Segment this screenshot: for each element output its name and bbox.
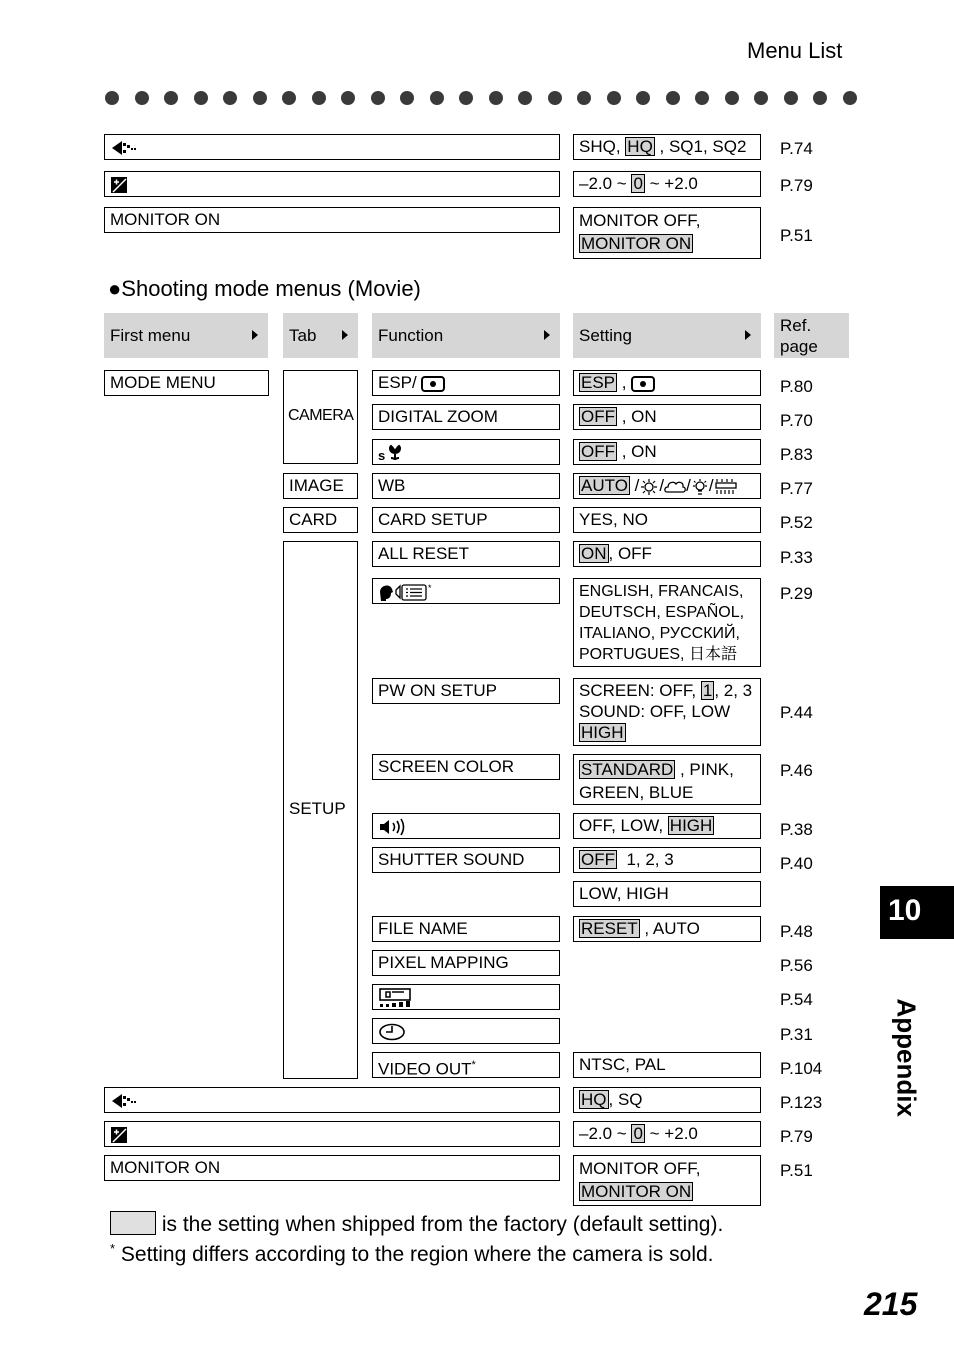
rule-dot bbox=[430, 91, 444, 105]
setting-shutter-sound-volume: LOW, HIGH bbox=[573, 881, 761, 907]
function-monitor-brightness bbox=[372, 984, 560, 1010]
rule-dot bbox=[459, 91, 473, 105]
setting-text: –2.0 ~ bbox=[579, 1124, 632, 1143]
setting-text: / bbox=[629, 476, 640, 495]
ref-page: P.77 bbox=[780, 479, 813, 498]
default-value: MONITOR ON bbox=[581, 1182, 692, 1201]
ref-page: P.104 bbox=[780, 1059, 823, 1078]
ref-page: P.48 bbox=[780, 922, 813, 941]
region-note bbox=[110, 1241, 714, 1267]
setting-all-reset bbox=[573, 541, 761, 567]
svg-text:*: * bbox=[428, 582, 432, 593]
rule-dot bbox=[371, 91, 385, 105]
quality-icon bbox=[110, 1092, 138, 1110]
exposure-compensation-icon bbox=[110, 1126, 128, 1144]
exposure-setting bbox=[573, 1121, 761, 1147]
setting-text: , OFF bbox=[608, 544, 652, 563]
function-pw-on-setup: PW ON SETUP bbox=[372, 678, 560, 704]
rule-dot bbox=[253, 91, 267, 105]
function-volume bbox=[372, 813, 560, 839]
default-swatch bbox=[110, 1211, 156, 1235]
default-value: RESET bbox=[581, 919, 638, 938]
chapter-tab bbox=[880, 886, 954, 939]
setting-text: MONITOR OFF, bbox=[579, 1159, 701, 1178]
function-shutter-sound: SHUTTER SOUND bbox=[372, 847, 560, 873]
rule-dot bbox=[400, 91, 414, 105]
default-value: AUTO bbox=[581, 476, 628, 495]
monitor-setting bbox=[573, 207, 761, 259]
setting-text: SHQ, bbox=[579, 137, 626, 156]
fluorescent-icon bbox=[714, 478, 738, 496]
clock-icon bbox=[378, 1023, 408, 1041]
ref-page: P.56 bbox=[780, 956, 813, 975]
setting-text: , 2, 3 bbox=[714, 681, 753, 700]
rule-dot bbox=[607, 91, 621, 105]
ref-page: P.46 bbox=[780, 761, 813, 780]
setting-file-name bbox=[573, 916, 761, 942]
ref-page: P.70 bbox=[780, 411, 813, 430]
tab-image: IMAGE bbox=[283, 473, 358, 499]
ref-page: P.79 bbox=[780, 1127, 813, 1146]
quality-setting bbox=[573, 1087, 761, 1113]
header-tab bbox=[283, 313, 358, 358]
function-label: VIDEO OUT bbox=[378, 1059, 472, 1078]
rule-dot bbox=[784, 91, 798, 105]
setting-text: , AUTO bbox=[639, 919, 700, 938]
default-value: OFF bbox=[581, 850, 615, 869]
rule-dot bbox=[312, 91, 326, 105]
quality-setting bbox=[573, 134, 761, 160]
header-label: Setting bbox=[579, 326, 632, 345]
ref-page: P.79 bbox=[780, 176, 813, 195]
setting-text: , ON bbox=[617, 407, 657, 426]
triangle-right-icon bbox=[745, 330, 751, 340]
chapter-number: 10 bbox=[888, 894, 922, 927]
setting-text: –2.0 ~ bbox=[579, 174, 632, 193]
ref-page: P.83 bbox=[780, 445, 813, 464]
header-setting bbox=[573, 313, 761, 358]
rule-dot bbox=[194, 91, 208, 105]
tungsten-icon bbox=[691, 478, 709, 496]
monitor-brightness-icon bbox=[378, 988, 412, 1008]
appendix-label: Appendix bbox=[891, 998, 922, 1117]
setting-esp bbox=[573, 370, 761, 396]
ref-page: P.80 bbox=[780, 377, 813, 396]
setting-text: , SQ1, SQ2 bbox=[654, 137, 747, 156]
function-video-out bbox=[372, 1052, 560, 1078]
rule-dot bbox=[518, 91, 532, 105]
triangle-right-icon bbox=[342, 330, 348, 340]
note-text: is the setting when shipped from the factory (default setting). bbox=[156, 1213, 724, 1236]
function-file-name: FILE NAME bbox=[372, 916, 560, 942]
default-value: HQ bbox=[581, 1090, 607, 1109]
tab-setup bbox=[283, 541, 358, 1079]
language-icon bbox=[378, 582, 434, 602]
setting-text: , ON bbox=[617, 442, 657, 461]
tab-card: CARD bbox=[283, 507, 358, 533]
function-card-setup: CARD SETUP bbox=[372, 507, 560, 533]
page-header-title: Menu List bbox=[747, 38, 843, 63]
setting-text: OFF, LOW, bbox=[579, 816, 668, 835]
rule-dot bbox=[813, 91, 827, 105]
function-language bbox=[372, 578, 560, 604]
header-label: page bbox=[780, 337, 818, 356]
rule-dot bbox=[223, 91, 237, 105]
exposure-function bbox=[104, 1121, 560, 1147]
rule-dot bbox=[636, 91, 650, 105]
section-title bbox=[108, 276, 421, 302]
setting-text: 1, 2, 3 bbox=[617, 850, 674, 869]
setting-language bbox=[573, 578, 761, 667]
spot-metering-icon bbox=[421, 376, 445, 392]
ref-page: P.29 bbox=[780, 584, 813, 603]
ref-page: P.40 bbox=[780, 854, 813, 873]
setting-text: SOUND: OFF, LOW bbox=[579, 702, 731, 721]
rule-dot bbox=[489, 91, 503, 105]
volume-icon bbox=[378, 818, 408, 836]
setting-screen-color bbox=[573, 754, 761, 805]
cloudy-icon bbox=[664, 478, 686, 496]
ref-page: P.31 bbox=[780, 1025, 813, 1044]
rule-dot bbox=[164, 91, 178, 105]
ref-page: P.54 bbox=[780, 990, 813, 1009]
triangle-right-icon bbox=[252, 330, 258, 340]
monitor-function: MONITOR ON bbox=[104, 1155, 560, 1181]
default-value: HIGH bbox=[669, 816, 713, 835]
asterisk-mark: * bbox=[110, 1241, 116, 1256]
default-value: 0 bbox=[633, 174, 643, 193]
asterisk-mark: * bbox=[471, 1059, 476, 1071]
setting-text: GREEN, BLUE bbox=[579, 783, 694, 802]
function-esp bbox=[372, 370, 560, 396]
rule-dot bbox=[666, 91, 680, 105]
default-value: ESP bbox=[581, 373, 616, 392]
page-number: 215 bbox=[864, 1286, 918, 1322]
exposure-function bbox=[104, 171, 560, 197]
quality-function bbox=[104, 1087, 560, 1113]
default-value: HQ bbox=[627, 137, 653, 156]
ref-page: P.74 bbox=[780, 139, 813, 158]
setting-text: ENGLISH, FRANCAIS, bbox=[579, 583, 744, 600]
default-setting-note bbox=[110, 1211, 723, 1237]
setting-line bbox=[579, 680, 755, 701]
svg-text:s: s bbox=[378, 447, 386, 462]
ref-page: P.51 bbox=[780, 226, 813, 245]
rule-dot bbox=[135, 91, 149, 105]
ref-page: P.51 bbox=[780, 1161, 813, 1180]
header-label: Ref. bbox=[780, 316, 812, 335]
setting-text: , bbox=[617, 373, 627, 392]
rule-dot bbox=[282, 91, 296, 105]
header-first-menu bbox=[104, 313, 268, 358]
setting-volume bbox=[573, 813, 761, 839]
setting-super-macro bbox=[573, 439, 761, 465]
setting-text: MONITOR OFF, bbox=[579, 211, 701, 230]
rule-dot bbox=[577, 91, 591, 105]
rule-dot bbox=[341, 91, 355, 105]
super-macro-icon bbox=[378, 444, 406, 462]
quality-function bbox=[104, 134, 560, 160]
sunny-icon bbox=[639, 478, 659, 496]
function-all-reset: ALL RESET bbox=[372, 541, 560, 567]
setting-text: , SQ bbox=[608, 1090, 643, 1109]
rule-dot bbox=[695, 91, 709, 105]
tab-camera bbox=[283, 370, 358, 464]
rule-dot bbox=[843, 91, 857, 105]
ref-page: P.44 bbox=[780, 703, 813, 722]
first-menu-mode-menu: MODE MENU bbox=[104, 370, 269, 396]
setting-line bbox=[579, 758, 755, 781]
ref-page: P.33 bbox=[780, 548, 813, 567]
header-function bbox=[372, 313, 560, 358]
setting-wb: AUTO / / / / bbox=[573, 473, 761, 499]
default-value: MONITOR ON bbox=[581, 234, 692, 253]
function-label: ESP/ bbox=[378, 373, 417, 392]
setting-text: SCREEN: OFF, bbox=[579, 681, 701, 700]
setting-shutter-sound bbox=[573, 847, 761, 873]
setting-digital-zoom bbox=[573, 404, 761, 430]
section-title-text: Shooting mode menus (Movie) bbox=[121, 276, 421, 301]
header-label: Tab bbox=[289, 326, 317, 345]
triangle-right-icon bbox=[544, 330, 550, 340]
rule-dot bbox=[725, 91, 739, 105]
bullet-icon: ● bbox=[108, 276, 122, 301]
setting-pw-on-setup bbox=[573, 678, 761, 746]
exposure-compensation-icon bbox=[110, 176, 128, 194]
default-value: OFF bbox=[581, 407, 615, 426]
monitor-function: MONITOR ON bbox=[104, 207, 560, 233]
setting-text: PORTUGUES, 日本語 bbox=[579, 646, 737, 663]
rule-dot bbox=[105, 91, 119, 105]
function-clock bbox=[372, 1018, 560, 1044]
setting-text: ~ +2.0 bbox=[644, 1124, 698, 1143]
default-value: STANDARD bbox=[581, 760, 674, 779]
setting-text: ~ +2.0 bbox=[644, 174, 698, 193]
setting-text: ITALIANO, РУССКИЙ, bbox=[579, 625, 740, 642]
default-value: ON bbox=[581, 544, 607, 563]
header-label: First menu bbox=[110, 326, 191, 345]
ref-page: P.123 bbox=[780, 1093, 823, 1112]
default-value: 1 bbox=[702, 681, 713, 700]
tab-label: SETUP bbox=[289, 799, 346, 818]
header-ref-page bbox=[774, 313, 849, 358]
default-value: OFF bbox=[581, 442, 615, 461]
ref-page: P.38 bbox=[780, 820, 813, 839]
setting-video-out: NTSC, PAL bbox=[573, 1052, 761, 1078]
monitor-setting bbox=[573, 1155, 761, 1206]
function-super-macro bbox=[372, 439, 560, 465]
note-text: Setting differs according to the region where the camera is sold. bbox=[115, 1243, 714, 1266]
default-value: HIGH bbox=[581, 723, 624, 742]
tab-label: CAMERA bbox=[288, 407, 354, 424]
function-pixel-mapping: PIXEL MAPPING bbox=[372, 950, 560, 976]
rule-dot bbox=[548, 91, 562, 105]
default-value: 0 bbox=[633, 1124, 643, 1143]
function-wb: WB bbox=[372, 473, 560, 499]
quality-icon bbox=[110, 139, 138, 157]
header-label: Function bbox=[378, 326, 444, 345]
setting-text: , PINK, bbox=[675, 760, 734, 779]
spot-metering-icon bbox=[631, 376, 655, 392]
ref-page: P.52 bbox=[780, 513, 813, 532]
exposure-setting bbox=[573, 171, 761, 197]
setting-card-setup: YES, NO bbox=[573, 507, 761, 533]
rule-dot bbox=[754, 91, 768, 105]
setting-text: DEUTSCH, ESPAÑOL, bbox=[579, 604, 745, 621]
function-screen-color: SCREEN COLOR bbox=[372, 754, 560, 780]
function-digital-zoom: DIGITAL ZOOM bbox=[372, 404, 560, 430]
